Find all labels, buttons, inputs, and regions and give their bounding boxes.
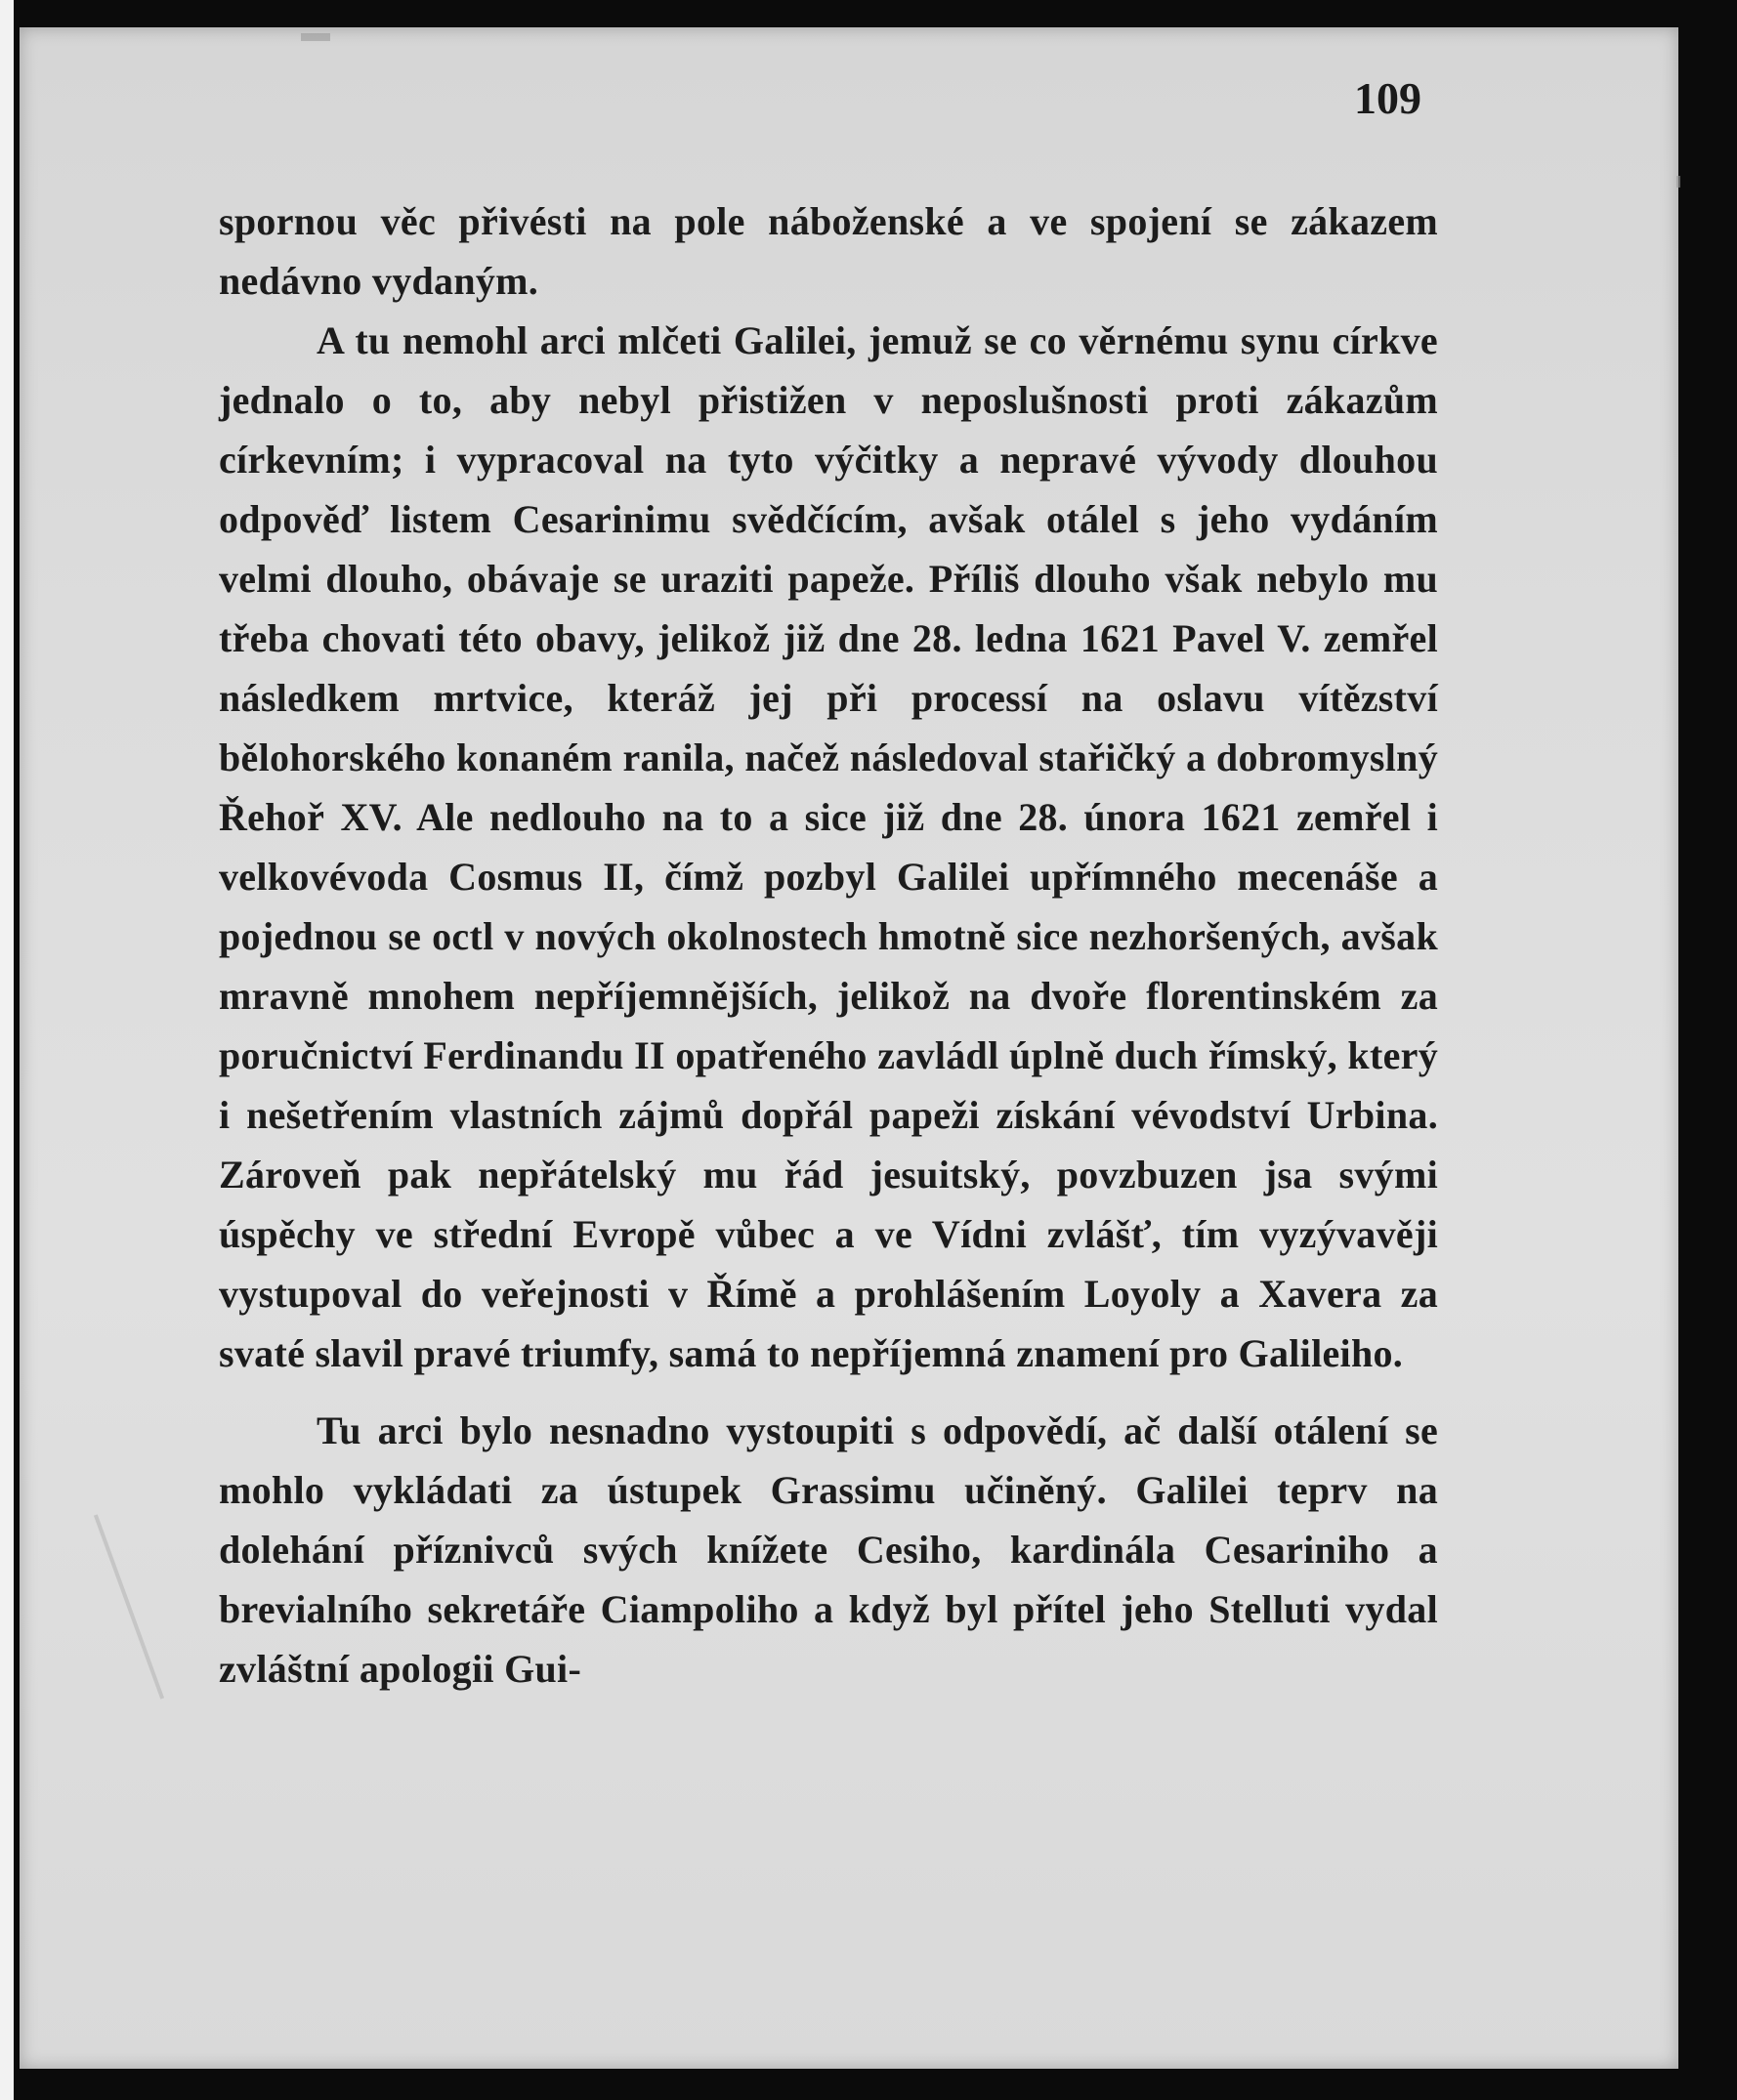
scan-smudge (301, 33, 330, 41)
page-left-edge (0, 0, 14, 2100)
paragraph-continuation: spornou věc přivésti na pole náboženské a ve spojení se zákazem nedávno vydaným. (219, 199, 1438, 303)
paragraph: A tu nemohl arci mlčeti Galilei, jemuž se co věrnému synu církve jednalo o to, aby nebyl přistižen v neposlušnosti proti zákazům církevním; i vypracoval na tyto výčitky a nepravé vývody dlouhou odpověď listem Cesarinimu svědčícím, avšak otálel s jeho vydáním velmi dlouho, obávaje se uraziti papeže. Příliš dlouho však nebylo mu třeba chovati této obavy, jelikož již dne 28. ledna 1621 Pavel V. zemřel následkem mrtvice, kteráž jej při processí na oslavu vítězství bělohorského konaném ranila, načež následoval stařičký a dobromyslný Řehoř XV. Ale nedlouho na to a sice již dne 28. února 1621 zemřel i velkovévoda Cosmus II, čímž pozbyl Galilei upřímného mecenáše a pojednou se octl v nových okolnostech hmotně sice nezhoršených, avšak mravně mnohem nepříjemnějších, jelikož na dvoře florentinském za poručnictví Ferdinandu II opatřeného zavládl úplně duch římský, který i nešetřením vlastních zájmů dopřál papeži získání vévodství Urbina. Zároveň pak nepřátelský mu řád jesuitský, povzbuzen jsa svými úspěchy ve střední Evropě vůbec a ve Vídni zvlášť, tím vyzývavěji vystupoval do veřejnosti v Římě a prohlášením Loyoly a Xavera za svaté slavil pravé triumfy, samá to nepříjemná znamení pro Galileiho. (219, 318, 1438, 1375)
body-text (219, 191, 1438, 1699)
page-number: 109 (1354, 73, 1421, 123)
scan-smudge (1676, 176, 1680, 188)
paragraph: Tu arci bylo nesnadno vystoupiti s odpovědí, ač další otálení se mohlo vykládati za ústupek Grassimu učiněný. Galilei teprv na dolehání příznivců svých knížete Cesiho, kardinála Cesariniho a brevialního sekretáře Ciampoliho a když byl přítel jeho Stelluti vydal zvláštní apologii Gui- (219, 1408, 1438, 1691)
